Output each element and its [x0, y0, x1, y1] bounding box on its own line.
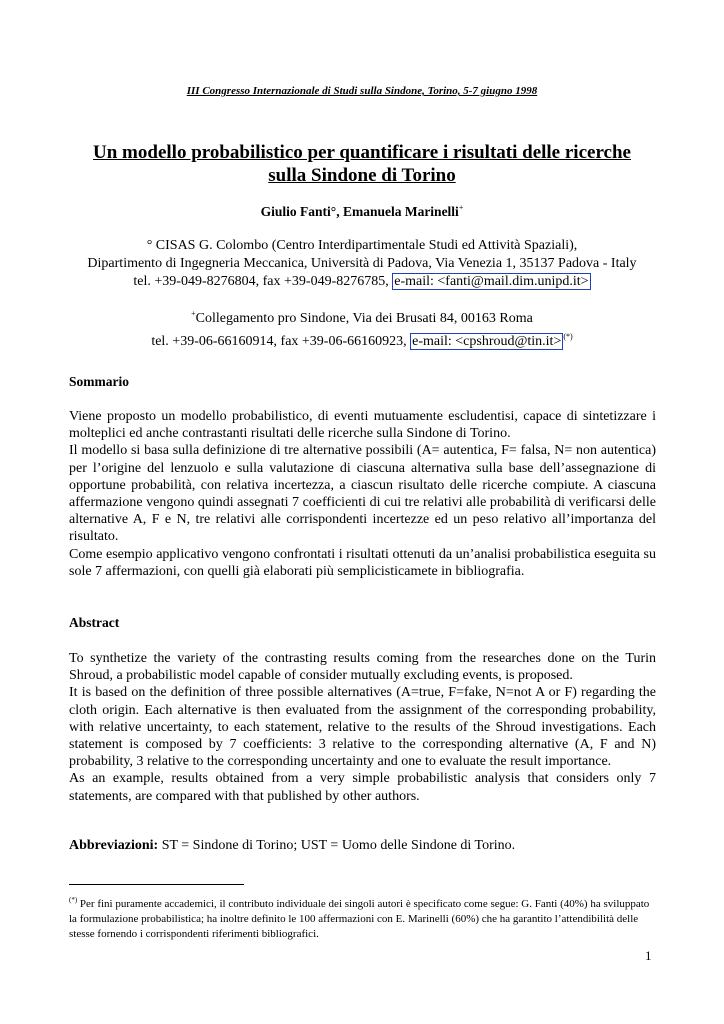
sommario-paragraph-3: Come esempio applicativo vengono confrontati i risultati ottenuti da un’analisi probabilistica eseguita su sole 7 affermazioni, con quelli già elaborati più semplicisticamete in bibliografia. [69, 546, 656, 579]
affiliation-1-phone: tel. +39-049-8276804, fax +39-049-8276785, [133, 274, 389, 289]
abbreviations [69, 838, 515, 854]
paper-title [60, 141, 664, 187]
abbreviations-text: ST = Sindone di Torino; UST = Uomo delle Sindone di Torino. [161, 838, 516, 853]
sommario-paragraph-2: Il modello si basa sulla definizione di tre alternative possibili (A= autentica, F= falsa, N= non autentica) per l’origine del lenzuolo e sulla valutazione di ciascuna alternativa sulla base dell’assegnazione di opportune probabilità, con relativa incertezza, a ciascun risultato delle ricerche compiute. A ciascuna affermazione vengono quindi assegnati 7 coefficienti di cui tre relativi alle probabilità di verificarsi delle alternative A, F e N, tre relativi alle corrispondenti incertezze ed un peso relativo all’importanza del risultato. [69, 443, 656, 545]
affiliation-1-line-2: Dipartimento di Ingegneria Meccanica, Università di Padova, Via Venezia 1, 35137 Padova - Italy [87, 256, 637, 271]
conference-header: III Congresso Internazionale di Studi sulla Sindone, Torino, 5-7 giugno 1998 [186, 85, 538, 97]
sommario-body [69, 408, 656, 580]
abbreviations-label: Abbreviazioni: [69, 838, 159, 853]
affiliation-1-contact [0, 273, 724, 291]
affiliation-2-phone: tel. +39-06-66160914, fax +39-06-66160923, [151, 334, 407, 349]
email-link-cpshroud[interactable]: e-mail: <cpshroud@tin.it> [412, 334, 562, 349]
footnote [69, 893, 656, 942]
affiliation-1-line-1: ° CISAS G. Colombo (Centro Interdipartimentale Studi ed Attività Spaziali), [146, 238, 578, 253]
abstract-paragraph-2: It is based on the definition of three possible alternatives (A=true, F=fake, N=not A or F) regarding the cloth origin. Each alternative is then evaluated from the assignment of the corresponding probability, with relative uncertainty, to each statement, relative to the results of the Shroud investigations. Each statement is composed by 7 coefficients: 3 relative to the corresponding alternative (A, F and N) probability, 3 relative to the corresponding uncertainty and one to evaluate the result importance. [69, 685, 656, 770]
affiliation-2 [0, 305, 724, 351]
affiliation-2-line-1: +Collegamento pro Sindone, Via dei Brusati 84, 00163 Roma [191, 309, 533, 326]
author-names: Giulio Fanti°, Emanuela Marinelli [260, 204, 459, 219]
sommario-paragraph-1: Viene proposto un modello probabilistico, di eventi mutuamente escludentisi, capace di sintetizzare i molteplici ed anche contrastanti risultati delle ricerche sulla Sindone di Torino. [69, 409, 656, 442]
footnote-marker: (*) [69, 896, 78, 904]
footnote-divider [69, 884, 244, 885]
email-link-fanti[interactable]: e-mail: <fanti@mail.dim.unipd.it> [394, 274, 589, 289]
affiliation-2-contact [0, 328, 724, 351]
footnote-text: Per fini puramente accademici, il contributo individuale dei singoli autori è specificato come segue: G. Fanti (40%) ha sviluppato la formulazione probabilistica; ha inoltre definito le 100 affermazioni con E. Marinelli (60%) che ha garantito l’attendibilità delle stesse fornendo i corrispondenti riferimenti bibliografici. [69, 898, 650, 940]
title-line-1: Un modello probabilistico per quantificare i risultati delle ricerche [93, 142, 631, 163]
sommario-heading: Sommario [69, 374, 129, 389]
author-affiliation-marker: + [458, 203, 464, 212]
page-number: 1 [645, 948, 652, 963]
footnote-ref-marker[interactable]: (*) [563, 332, 573, 341]
abstract-paragraph-1: To synthetize the variety of the contrasting results coming from the researches done on the Turin Shroud, a probabilistic model capable of consider mutually excluding events, is proposed. [69, 651, 656, 684]
abstract-paragraph-3: As an example, results obtained from a very simple probabilistic analysis that considers only 7 statements, are compared with that published by other authors. [69, 771, 656, 804]
abstract-heading: Abstract [69, 615, 120, 630]
authors [0, 203, 724, 220]
title-line-2: sulla Sindone di Torino [268, 165, 456, 186]
affiliation-2-marker: + [191, 309, 196, 318]
abstract-body [69, 650, 656, 805]
affiliation-1 [0, 237, 724, 291]
